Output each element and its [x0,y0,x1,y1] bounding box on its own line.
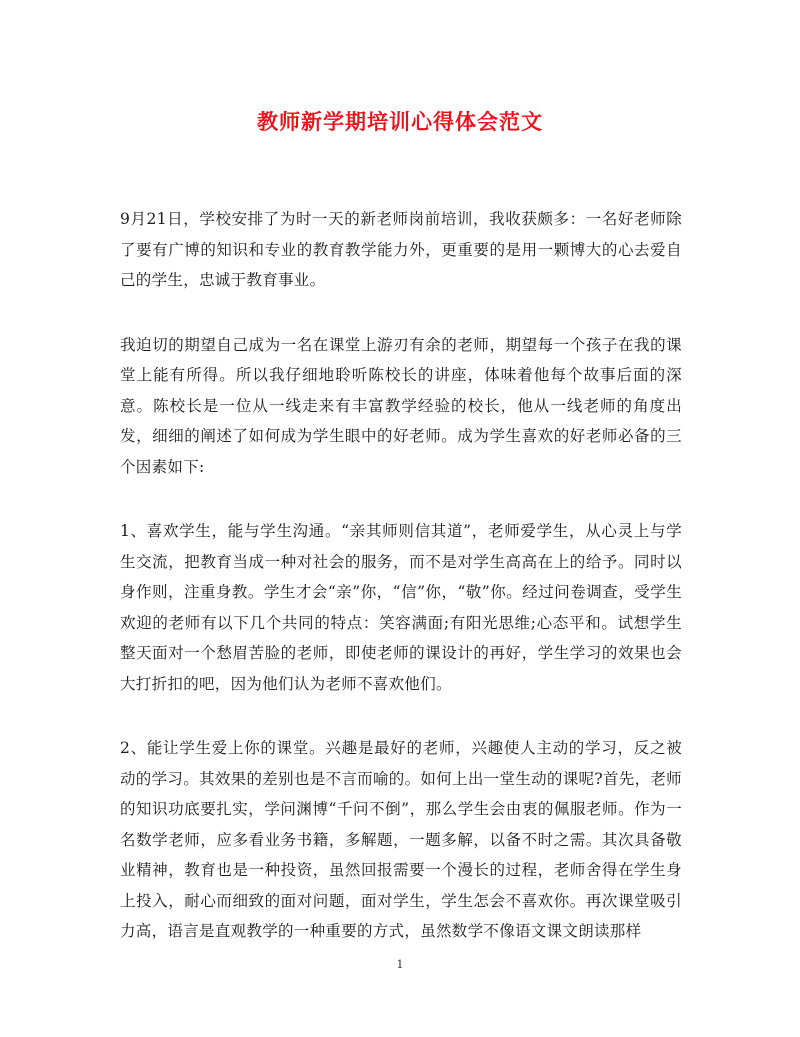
paragraph-3: 1、喜欢学生，能与学生沟通。“亲其师则信其道”，老师爱学生，从心灵上与学生交流，把教育当成一种对社会的服务，而不是对学生高高在上的给予。同时以身作则，注重身教。学生才会“亲”你，“信”你，“敬”你。经过问卷调查，受学生欢迎的老师有以下几个共同的特点：笑容满面;有阳光思维;心态平和。试想学生整天面对一个愁眉苦脸的老师，即使老师的课设计的再好，学生学习的效果也会大打折扣的吧，因为他们认为老师不喜欢他们。 [120,522,682,693]
page-number: 1 [396,958,404,971]
document-title: 教师新学期培训心得体会范文 [257,109,543,134]
paragraph-1: 9月21日，学校安排了为时一天的新老师岗前培训，我收获颇多：一名好老师除了要有广博的知识和专业的教育教学能力外，更重要的是用一颗博大的心去爱自己的学生，忠诚于教育事业。 [120,210,682,289]
paragraph-2: 我迫切的期望自己成为一名在课堂上游刃有余的老师，期望每一个孩子在我的课堂上能有所得。所以我仔细地聆听陈校长的讲座，体味着他每个故事后面的深意。陈校长是一位从一线走来有丰富教学经验的校长，他从一线老师的角度出发，细细的阐述了如何成为学生眼中的好老师。成为学生喜欢的好老师必备的三个因素如下: [120,335,682,476]
paragraph-4: 2、能让学生爱上你的课堂。兴趣是最好的老师，兴趣使人主动的学习，反之被动的学习。其效果的差别也是不言而喻的。如何上出一堂生动的课呢?首先，老师的知识功底要扎实，学问渊博“千问不倒”，那么学生会由衷的佩服老师。作为一名数学老师，应多看业务书籍，多解题，一题多解，以备不时之需。其次具备敬业精神，教育也是一种投资，虽然回报需要一个漫长的过程，老师舍得在学生身上投入，耐心而细致的面对问题，面对学生，学生怎会不喜欢你。再次课堂吸引力高，语言是直观教学的一种重要的方式，虽然数学不像语文课文朗读那样 [120,739,682,940]
document-body [120,204,682,981]
